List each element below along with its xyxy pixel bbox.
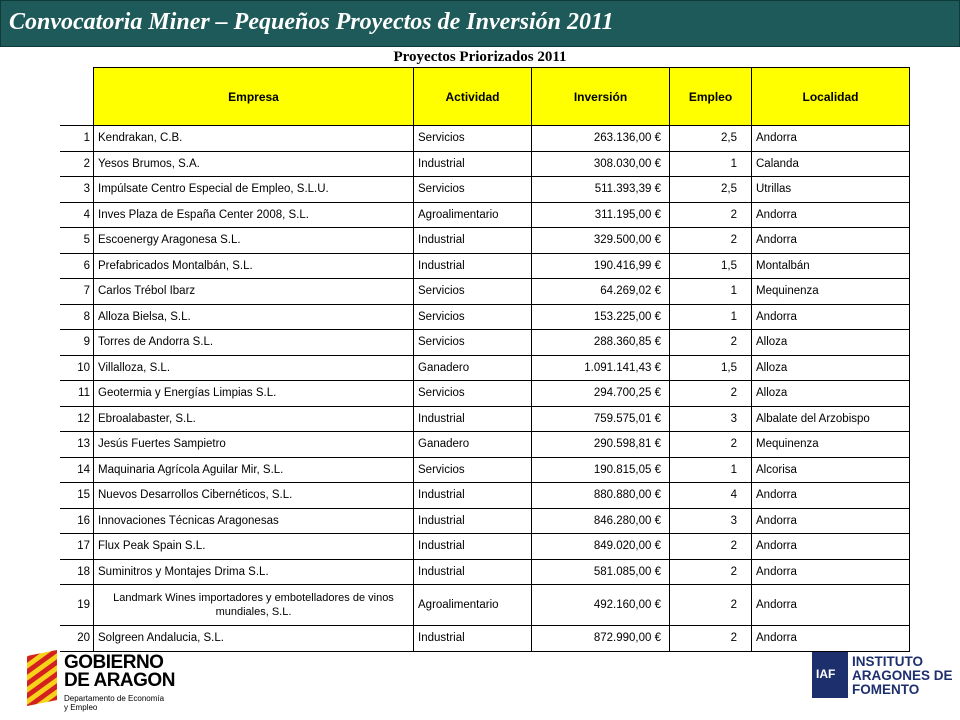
- row-index: 14: [61, 457, 94, 483]
- cell-inversion: 511.393,39 €: [532, 177, 670, 203]
- cell-empleo: 2,5: [670, 177, 752, 203]
- row-index: 15: [61, 483, 94, 509]
- cell-actividad: Servicios: [414, 330, 532, 356]
- cell-localidad: Andorra: [752, 585, 910, 626]
- cell-empleo: 4: [670, 483, 752, 509]
- row-index: 13: [61, 432, 94, 458]
- cell-inversion: 64.269,02 €: [532, 279, 670, 305]
- cell-empleo: 3: [670, 406, 752, 432]
- table-row: [61, 279, 910, 305]
- cell-localidad: Calanda: [752, 151, 910, 177]
- cell-actividad: Ganadero: [414, 432, 532, 458]
- cell-empresa: Alloza Bielsa, S.L.: [94, 304, 414, 330]
- row-index: 4: [61, 202, 94, 228]
- cell-empleo: 2: [670, 228, 752, 254]
- cell-actividad: Agroalimentario: [414, 202, 532, 228]
- table-row: [61, 508, 910, 534]
- cell-empresa: Carlos Trébol Ibarz: [94, 279, 414, 305]
- cell-empresa: Geotermia y Energías Limpias S.L.: [94, 381, 414, 407]
- cell-empresa: Suminitros y Montajes Drima S.L.: [94, 559, 414, 585]
- cell-actividad: Servicios: [414, 381, 532, 407]
- table-caption: Proyectos Priorizados 2011: [393, 49, 567, 65]
- cell-empleo: 3: [670, 508, 752, 534]
- row-index: 2: [61, 151, 94, 177]
- cell-localidad: Andorra: [752, 304, 910, 330]
- cell-inversion: 492.160,00 €: [532, 585, 670, 626]
- cell-inversion: 872.990,00 €: [532, 626, 670, 652]
- table-row: [61, 228, 910, 254]
- cell-empresa: Escoenergy Aragonesa S.L.: [94, 228, 414, 254]
- cell-inversion: 290.598,81 €: [532, 432, 670, 458]
- cell-actividad: Industrial: [414, 228, 532, 254]
- cell-actividad: Servicios: [414, 126, 532, 152]
- cell-empleo: 2: [670, 626, 752, 652]
- row-index: 11: [61, 381, 94, 407]
- cell-empresa: Innovaciones Técnicas Aragonesas: [94, 508, 414, 534]
- cell-localidad: Andorra: [752, 483, 910, 509]
- table-row: [61, 559, 910, 585]
- table-header-row: [61, 68, 910, 126]
- cell-localidad: Andorra: [752, 626, 910, 652]
- cell-localidad: Montalbán: [752, 253, 910, 279]
- cell-localidad: Albalate del Arzobispo: [752, 406, 910, 432]
- row-index: 6: [61, 253, 94, 279]
- title-banner: [0, 0, 960, 47]
- cell-localidad: Alloza: [752, 330, 910, 356]
- row-index: 9: [61, 330, 94, 356]
- cell-localidad: Andorra: [752, 534, 910, 560]
- cell-empleo: 2,5: [670, 126, 752, 152]
- cell-localidad: Andorra: [752, 508, 910, 534]
- cell-empleo: 2: [670, 559, 752, 585]
- iaf-logo: [812, 652, 960, 702]
- table-row: [61, 406, 910, 432]
- iaf-emblem-icon: IAF: [812, 652, 848, 698]
- table-row: [61, 177, 910, 203]
- cell-inversion: 880.880,00 €: [532, 483, 670, 509]
- cell-actividad: Industrial: [414, 483, 532, 509]
- row-index: 19: [61, 585, 94, 626]
- cell-inversion: 759.575,01 €: [532, 406, 670, 432]
- cell-inversion: 846.280,00 €: [532, 508, 670, 534]
- cell-localidad: Alloza: [752, 381, 910, 407]
- table-row: [61, 381, 910, 407]
- table-row: [61, 483, 910, 509]
- cell-localidad: Andorra: [752, 559, 910, 585]
- table-row: [61, 126, 910, 152]
- cell-empresa: Yesos Brumos, S.A.: [94, 151, 414, 177]
- cell-localidad: Mequinenza: [752, 279, 910, 305]
- cell-empleo: 1: [670, 304, 752, 330]
- table-row: [61, 304, 910, 330]
- cell-actividad: Industrial: [414, 406, 532, 432]
- cell-empresa: Nuevos Desarrollos Cibernéticos, S.L.: [94, 483, 414, 509]
- row-index: 12: [61, 406, 94, 432]
- index-header: [61, 68, 94, 126]
- cell-localidad: Andorra: [752, 202, 910, 228]
- cell-empresa: Villalloza, S.L.: [94, 355, 414, 381]
- table-row: [61, 202, 910, 228]
- cell-empleo: 2: [670, 202, 752, 228]
- table-row: [61, 585, 910, 626]
- cell-inversion: 190.416,99 €: [532, 253, 670, 279]
- column-header-inversion: Inversión: [532, 68, 670, 126]
- cell-empleo: 2: [670, 330, 752, 356]
- cell-actividad: Industrial: [414, 151, 532, 177]
- cell-inversion: 190.815,05 €: [532, 457, 670, 483]
- page-title: Convocatoria Miner – Pequeños Proyectos de Inversión 2011: [9, 9, 614, 35]
- cell-empleo: 1,5: [670, 355, 752, 381]
- table-row: [61, 253, 910, 279]
- cell-actividad: Ganadero: [414, 355, 532, 381]
- cell-actividad: Servicios: [414, 457, 532, 483]
- cell-inversion: 581.085,00 €: [532, 559, 670, 585]
- iaf-name-text: INSTITUTO ARAGONES DE FOMENTO: [852, 654, 953, 697]
- cell-inversion: 329.500,00 €: [532, 228, 670, 254]
- row-index: 8: [61, 304, 94, 330]
- cell-inversion: 308.030,00 €: [532, 151, 670, 177]
- table-row: [61, 151, 910, 177]
- cell-localidad: Andorra: [752, 228, 910, 254]
- cell-inversion: 294.700,25 €: [532, 381, 670, 407]
- row-index: 16: [61, 508, 94, 534]
- cell-localidad: Andorra: [752, 126, 910, 152]
- table-row: [61, 330, 910, 356]
- row-index: 20: [61, 626, 94, 652]
- cell-actividad: Industrial: [414, 626, 532, 652]
- cell-empleo: 1: [670, 151, 752, 177]
- cell-empresa: Inves Plaza de España Center 2008, S.L.: [94, 202, 414, 228]
- table-row: [61, 432, 910, 458]
- cell-empresa: Torres de Andorra S.L.: [94, 330, 414, 356]
- cell-empleo: 2: [670, 432, 752, 458]
- cell-empresa: Prefabricados Montalbán, S.L.: [94, 253, 414, 279]
- row-index: 17: [61, 534, 94, 560]
- cell-empresa: Ebroalabaster, S.L.: [94, 406, 414, 432]
- cell-localidad: Alcorisa: [752, 457, 910, 483]
- table-row: [61, 355, 910, 381]
- cell-inversion: 1.091.141,43 €: [532, 355, 670, 381]
- gobierno-text: GOBIERNO: [64, 652, 164, 673]
- projects-table: [60, 67, 910, 652]
- row-index: 10: [61, 355, 94, 381]
- row-index: 7: [61, 279, 94, 305]
- cell-inversion: 849.020,00 €: [532, 534, 670, 560]
- row-index: 1: [61, 126, 94, 152]
- row-index: 18: [61, 559, 94, 585]
- cell-inversion: 288.360,85 €: [532, 330, 670, 356]
- cell-empresa: Kendrakan, C.B.: [94, 126, 414, 152]
- cell-actividad: Servicios: [414, 304, 532, 330]
- table-row: [61, 457, 910, 483]
- table-row: [61, 534, 910, 560]
- column-header-empresa: Empresa: [94, 68, 414, 126]
- cell-empleo: 1,5: [670, 253, 752, 279]
- column-header-localidad: Localidad: [752, 68, 910, 126]
- column-header-empleo: Empleo: [670, 68, 752, 126]
- cell-localidad: Utrillas: [752, 177, 910, 203]
- department-text: Departamento de Economía y Empleo: [64, 694, 165, 712]
- cell-empresa: Impúlsate Centro Especial de Empleo, S.L.U.: [94, 177, 414, 203]
- cell-empresa: Jesús Fuertes Sampietro: [94, 432, 414, 458]
- cell-empresa: Solgreen Andalucia, S.L.: [94, 626, 414, 652]
- cell-actividad: Industrial: [414, 253, 532, 279]
- column-header-actividad: Actividad: [414, 68, 532, 126]
- cell-empresa: Flux Peak Spain S.L.: [94, 534, 414, 560]
- cell-inversion: 153.225,00 €: [532, 304, 670, 330]
- cell-actividad: Industrial: [414, 559, 532, 585]
- aragon-flag-icon: [24, 650, 60, 710]
- cell-empleo: 1: [670, 279, 752, 305]
- cell-empleo: 2: [670, 585, 752, 626]
- row-index: 3: [61, 177, 94, 203]
- cell-empresa: Landmark Wines importadores y embotelladores de vinos mundiales, S.L.: [94, 585, 414, 626]
- cell-actividad: Industrial: [414, 508, 532, 534]
- cell-empleo: 1: [670, 457, 752, 483]
- row-index: 5: [61, 228, 94, 254]
- cell-inversion: 263.136,00 €: [532, 126, 670, 152]
- cell-actividad: Agroalimentario: [414, 585, 532, 626]
- cell-empleo: 2: [670, 381, 752, 407]
- cell-actividad: Servicios: [414, 177, 532, 203]
- cell-localidad: Alloza: [752, 355, 910, 381]
- de-aragon-text: DE ARAGON: [64, 670, 175, 691]
- cell-empresa: Maquinaria Agrícola Aguilar Mir, S.L.: [94, 457, 414, 483]
- cell-localidad: Mequinenza: [752, 432, 910, 458]
- cell-actividad: Industrial: [414, 534, 532, 560]
- cell-inversion: 311.195,00 €: [532, 202, 670, 228]
- cell-empleo: 2: [670, 534, 752, 560]
- table-row: [61, 626, 910, 652]
- gobierno-aragon-logo: [24, 650, 194, 720]
- cell-actividad: Servicios: [414, 279, 532, 305]
